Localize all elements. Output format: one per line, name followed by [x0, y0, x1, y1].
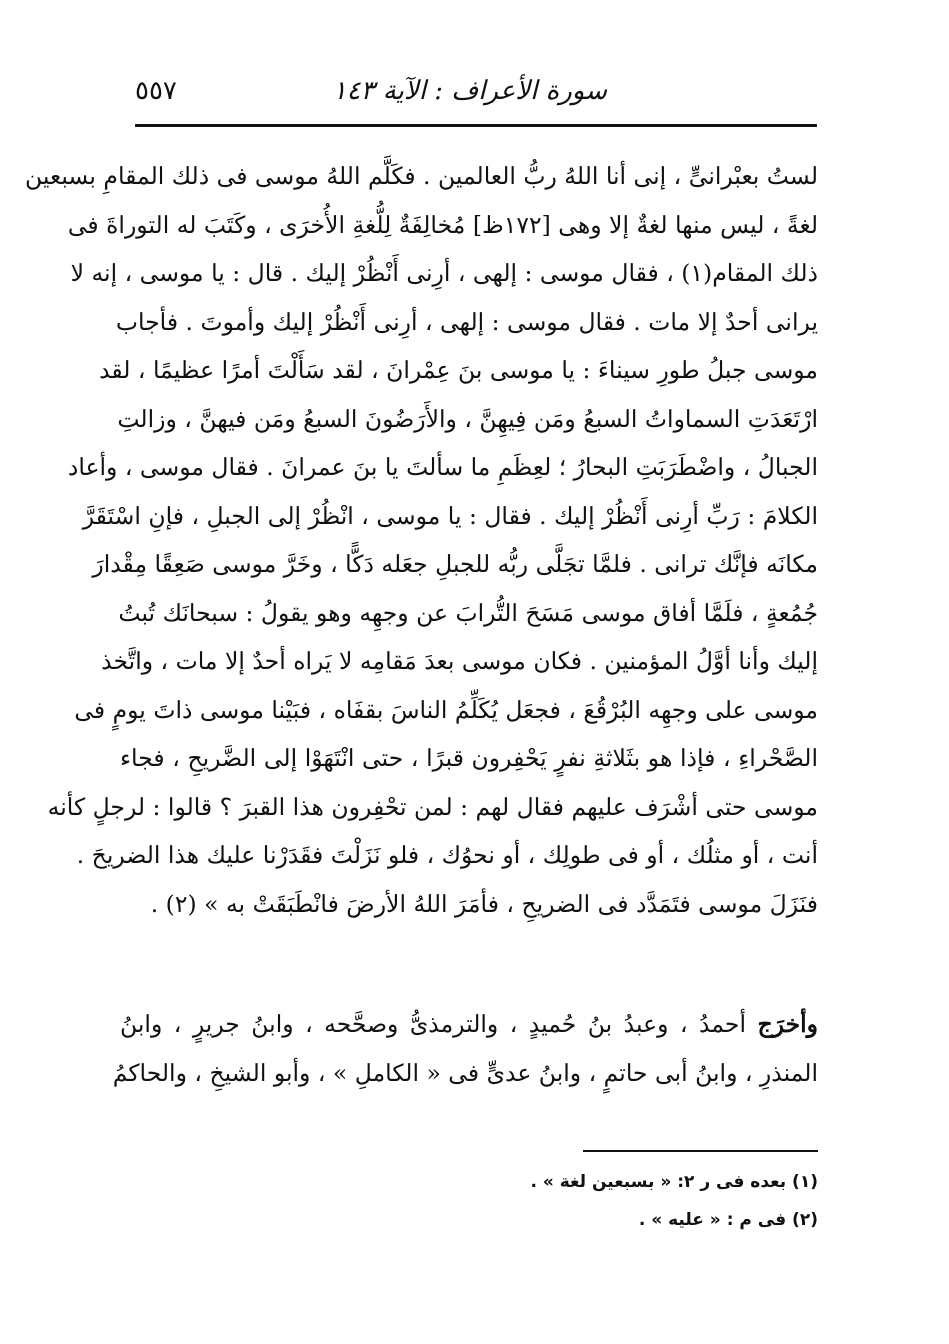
header-rule: [135, 124, 817, 127]
text-line: موسى على وجهِه البُرْقُعَ ، فجعَل يُكَلِّمُ الناسَ بقفَاه ، فبَيْنا موسى ذاتَ يومٍ فى: [74, 695, 818, 724]
text-line: يرانى أحدٌ إلا مات . فقال موسى : إلهى ، أرِنى أَنْظُرْ إليك وأموتَ . فأجاب: [115, 307, 818, 336]
paragraph-lead-word: وأخرَج: [757, 1010, 818, 1038]
text-line: موسى جبلُ طورِ سيناءَ : يا موسى بنَ عِمْرانَ ، لقد سَأَلْتَ أمرًا عظيمًا ، لقد: [99, 356, 818, 384]
text-line: ذلك المقام(١) ، فقال موسى : إلهى ، أرِنى أَنْظُرْ إليك . قال : يا موسى ، إنه لا: [70, 259, 818, 287]
text-line: إليك وأنا أوَّلُ المؤمنين . فكان موسى بعدَ مَقامِه لا يَراه أحدٌ إلا مات ، واتَّخذ: [101, 647, 818, 675]
text-line: المنذرِ ، وابنُ أبى حاتمٍ ، وابنُ عدىٍّ فى « الكاملِ » ، وأبو الشيخِ ، والحاكمُ: [112, 1058, 818, 1087]
second-paragraph: [112, 1000, 818, 1097]
text-line: ارْتَعَدَتِ السماواتُ السبعُ ومَن فِيهِنَّ ، والأَرَضُونَ السبعُ ومَن فيهنَّ ، وزالتِ: [117, 404, 818, 433]
text-line: مكانَه فإنَّك ترانى . فلمَّا تجَلَّى ربُّه للجبلِ جعَله دَكًّا ، وخَرَّ موسى صَعِقًا مِقْدارَ: [92, 550, 818, 578]
text-line: الكلامَ : رَبِّ أرِنى أَنْظُرْ إليك . فقال : يا موسى ، انْظُرْ إلى الجبلِ ، فإنِ اسْتَقَرَّ: [82, 501, 818, 530]
running-header: [135, 72, 817, 120]
page-number: ٥٥٧: [135, 76, 177, 106]
text-line: فنَزَلَ موسى فتَمَدَّد فى الضريحِ ، فأمَرَ اللهُ الأرضَ فانْطَبَقَتْ به » (٢) .: [150, 889, 818, 918]
text-line: موسى حتى أشْرَف عليهم فقال لهم : لمن تحْفِرون هذا القبرَ ؟ قالوا : لرجلٍ كأنه: [47, 792, 818, 821]
footnote-rule: [583, 1150, 818, 1152]
footnotes: [400, 1163, 818, 1239]
text-line: [120, 1000, 818, 1049]
text-line: جُمُعةٍ ، فلَمَّا أفاق موسى مَسَحَ التُّرابَ عن وجهِه وهو يقولُ : سبحانَك تُبتُ: [118, 598, 818, 627]
text-span: أحمدُ ، وعبدُ بنُ حُميدٍ ، والترمذىُّ وصحَّحه ، وابنُ جريرٍ ، وابنُ: [120, 1010, 758, 1038]
text-line: لستُ بعبْرانىٍّ ، إنى أنا اللهُ ربُّ العالمين . فكَلَّم اللهُ موسى فى ذلك المقامِ بسبعين: [25, 162, 818, 190]
text-line: أنت ، أو مثلُك ، أو فى طولِك ، أو نحوُك ، فلو نَزَلْتَ فقَدَرْنا عليك هذا الضريحَ .: [76, 841, 818, 869]
text-line: الصَّحْراءِ ، فإذا هو بثَلاثةِ نفرٍ يَحْفِرون قبرًا ، حتى انْتَهَوْا إلى الضَّريحِ ، فجاء: [120, 744, 818, 772]
header-title: سورة الأعراف : الآية ١٤٣: [332, 76, 607, 106]
text-line: الجبالُ ، واضْطَرَبَتِ البحارُ ؛ لعِظَمِ ما سألتَ يا بنَ عمرانَ . فقال موسى ، وأعاد: [67, 453, 818, 481]
footnote: (١) بعده فى ر ٢: « بسبعين لغة » .: [530, 1172, 818, 1192]
text-line: لغةً ، ليس منها لغةٌ إلا وهى [١٧٢ظ] مُخالِفَةٌ لِلُّغةِ الأُخرَى ، وكَتَبَ له التوراةَ فى: [67, 210, 818, 239]
footnote: (٢) فى م : « عليه » .: [638, 1210, 818, 1230]
main-paragraph: [25, 152, 818, 928]
